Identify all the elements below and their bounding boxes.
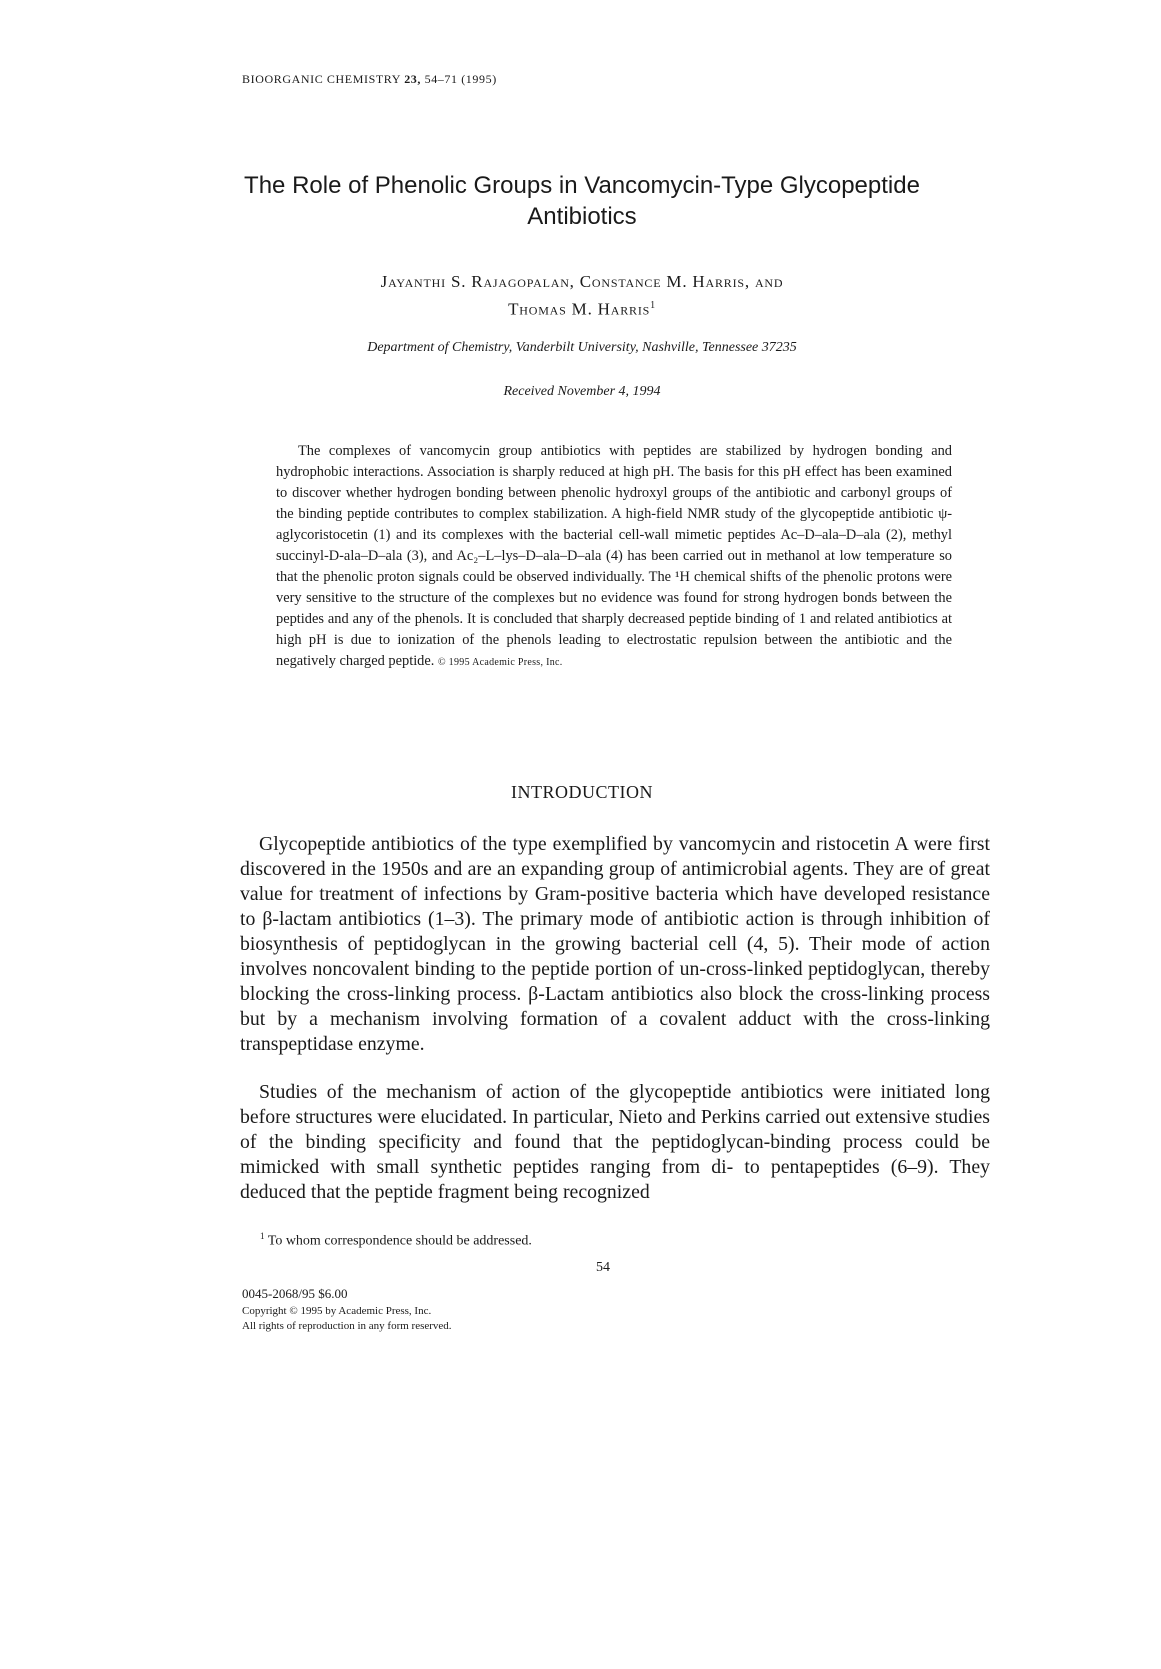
issn-price: 0045-2068/95 $6.00 [242, 1286, 348, 1301]
journal-name: BIOORGANIC CHEMISTRY [242, 72, 401, 86]
footnote-text: To whom correspondence should be addressed. [267, 1233, 532, 1249]
authors-line-2 [242, 294, 922, 322]
page-number: 54 [596, 1260, 610, 1275]
copyright-line-1: Copyright © 1995 by Academic Press, Inc. [242, 1305, 432, 1317]
author-name: Thomas M. Harris [508, 299, 651, 319]
copyright-line-2: All rights of reproduction in any form reserved. [242, 1320, 452, 1332]
author-footnote-marker: 1 [650, 300, 656, 311]
author-list [242, 270, 922, 322]
body-paragraph-1: Glycopeptide antibiotics of the type exemplified by vancomycin and ristocetin A were first discovered in the 1950s and are an expanding group of antimicrobial agents. They are of great value for treatment of infections by Gram-positive bacteria which have developed resistance to β-lactam antibiotics (1–3). The primary mode of antibiotic action is through inhibition of biosynthesis of peptidoglycan in the growing bacterial cell (4, 5). Their mode of action involves noncovalent binding to the peptide portion of un-cross-linked peptidoglycan, thereby blocking the cross-linking process. β-Lactam antibiotics also block the cross-linking process but by a mechanism involving formation of a covalent adduct with the cross-linking transpeptidase enzyme. [240, 833, 990, 1055]
footnote-marker: 1 [260, 1231, 265, 1241]
journal-header [242, 72, 497, 87]
body-paragraph-2: Studies of the mechanism of action of the glycopeptide antibiotics were initiated long before structures were elucidated. In particular, Nieto and Perkins carried out extensive studies of the binding specificity and found that the peptidoglycan-binding process could be mimicked with small synthetic peptides ranging from di- to pentapeptides (6–9). They deduced that the peptide fragment being recognized [240, 1081, 990, 1203]
abstract [276, 441, 952, 673]
abstract-copyright: © 1995 Academic Press, Inc. [437, 657, 563, 668]
footnote [260, 1231, 532, 1250]
affiliation: Department of Chemistry, Vanderbilt University, Nashville, Tennessee 37235 [367, 340, 797, 355]
journal-volume: 23, [404, 72, 421, 86]
journal-pages-year: 54–71 (1995) [424, 72, 497, 86]
abstract-text: The complexes of vancomycin group antibiotics with peptides are stabilized by hydrogen bonding and hydrophobic interactions. Association is sharply reduced at high pH. The basis for this pH effect has been examined to discover whether hydrogen bonding between phenolic hydroxyl groups of the antibiotic and carbonyl groups of the binding peptide contributes to complex stabilization. A high-field NMR study of the glycopeptide antibiotic ψ-aglycoristocetin (1) and its complexes with the bacterial cell-wall mimetic peptides Ac–D–ala–D–ala (2), methyl succinyl-D-ala–D–ala (3), and Ac₂–L–lys–D–ala–D–ala (4) has been carried out in methanol at low temperature so that the phenolic proton signals could be observed individually. The ¹H chemical shifts of the phenolic protons were very sensitive to the structure of the complexes but no evidence was found for strong hydrogen bonds between the peptides and any of the phenols. It is concluded that sharply decreased peptide binding of 1 and related antibiotics at high pH is due to ionization of the phenols leading to electrostatic repulsion between the antibiotic and the negatively charged peptide. [276, 443, 952, 669]
authors-line-1: Jayanthi S. Rajagopalan, Constance M. Harris, and [380, 272, 784, 291]
paper-title: The Role of Phenolic Groups in Vancomycin-Type Glycopeptide Antibiotics [244, 172, 920, 230]
section-heading: INTRODUCTION [511, 782, 653, 802]
received-date: Received November 4, 1994 [503, 384, 661, 399]
